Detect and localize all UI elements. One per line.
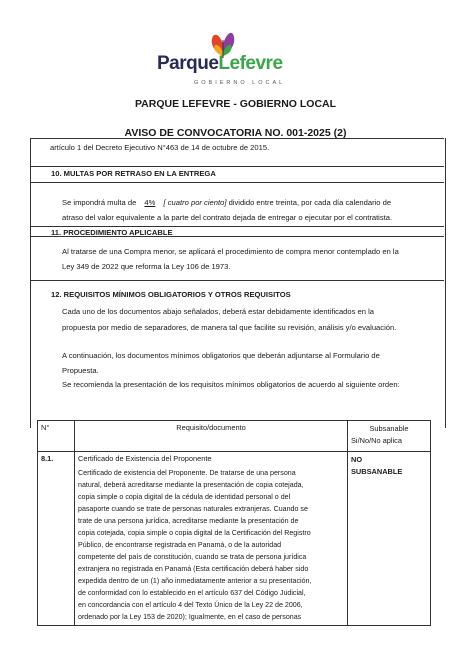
section-12-p1-line-2: propuesta por medio de separadores, de manera tal que facilite su revisión, análisis y/o evaluación. xyxy=(62,323,397,332)
description-line: extranjera no registrada en Panamá (Esta certificación deberá haber sido xyxy=(78,565,309,573)
subsanable-cell xyxy=(348,452,431,626)
divider xyxy=(30,280,444,281)
description-line: copia cotejada, copia simple o copia digital de la Certificación del Registro xyxy=(78,529,311,537)
document-title: AVISO DE CONVOCATORIA NO. 001-2025 (2) xyxy=(124,127,347,139)
section-12-p3: Se recomienda la presentación de los requisitos mínimos obligatorios de acuerdo al siguiente orden: xyxy=(62,380,400,389)
description-line: trate de una persona jurídica, acreditarse mediante la presentación de xyxy=(78,517,299,525)
description-line: expedida dentro de un (1) año inmediatamente anterior a su presentación, xyxy=(78,577,312,585)
logo-text-dark: Parque xyxy=(157,53,219,74)
description-line: copia simple o copia digital de la cédula de identidad personal o del xyxy=(78,493,291,501)
table-header-row xyxy=(38,421,431,452)
section-12-p1-line-1: Cada uno de los documentos abajo señalados, deberá estar debidamente identificados en la xyxy=(62,307,374,316)
logo-subtitle: GOBIERNO LOCAL xyxy=(194,80,286,86)
organization-title: PARQUE LEFEVRE - GOBIERNO LOCAL xyxy=(134,98,337,110)
line-prefix: Se impondrá multa de xyxy=(62,198,137,207)
section-12-heading: 12. REQUISITOS MÍNIMOS OBLIGATORIOS Y OTROS REQUISITOS xyxy=(51,290,291,299)
description-line: natural, deberá acreditarse mediante la presentación de copia cotejada, xyxy=(78,481,304,489)
requisito-title: Certificado de Existencia del Proponente xyxy=(78,454,212,463)
header-no: N° xyxy=(38,421,75,452)
section-10-heading: 10. MULTAS POR RETRASO EN LA ENTREGA xyxy=(51,169,216,178)
section-11-line-1: Al tratarse de una Compra menor, se aplicará el procedimiento de compra menor contemplado en la xyxy=(62,247,399,256)
divider xyxy=(30,182,444,183)
description-line: pasaporte cuando se trate de personas naturales extranjeras. Cuando se xyxy=(78,505,308,513)
requisito-cell xyxy=(75,452,348,626)
description-line: ordenado por la Ley 153 de 2020); Igualmente, en el caso de personas xyxy=(78,613,302,621)
top-fragment: artículo 1 del Decreto Ejecutivo N°463 de 14 de octubre de 2015. xyxy=(50,143,270,152)
description-line: en concordancia con el artículo 4 del Texto Único de la Ley 22 de 2006, xyxy=(78,601,303,609)
line-suffix: dividido entre treinta, por cada día calendario de xyxy=(228,198,392,207)
description-line: de conformidad con lo establecido en el artículo 637 del Código Judicial, xyxy=(78,589,306,597)
section-11-heading: 11. PROCEDIMIENTO APLICABLE xyxy=(51,228,173,237)
logo-text-green: Lefevre xyxy=(218,53,283,74)
section-11-line-2: Ley 349 de 2022 que reforma la Ley 106 de 1973. xyxy=(62,262,231,271)
divider xyxy=(30,226,444,227)
subsanable-value-line-2: SUBSANABLE xyxy=(351,467,403,476)
table-row xyxy=(38,452,431,626)
requirements-table xyxy=(37,420,431,626)
section-10-line-2: atraso del valor equivalente a la parte del contrato dejada de entregar o ejecutar por el contratista. xyxy=(62,213,393,222)
description-line: Certificado de existencia del Proponente. De tratarse de una persona xyxy=(78,469,296,477)
section-12-p2-line-1: A continuación, los documentos mínimos obligatorios que deberán adjuntarse al Formulario de xyxy=(62,351,380,360)
multa-percent: 4% xyxy=(144,198,156,207)
section-12-p2-line-2: Propuesta. xyxy=(62,366,99,375)
section-10-line-1 xyxy=(62,196,391,209)
header-subsanable-line-1: Subsanable xyxy=(369,424,409,433)
requisito-description xyxy=(78,467,344,623)
description-line: Público, de encontrarse registrada en Panamá, o de la autoridad xyxy=(78,541,282,549)
header-subsanable xyxy=(348,421,431,452)
header-subsanable-line-2: Si/No/No aplica xyxy=(351,436,402,445)
divider xyxy=(30,138,444,139)
header-requisito: Requisito/documento xyxy=(75,421,348,452)
row-number: 8.1. xyxy=(38,452,75,626)
multa-percent-words: [ cuatro por ciento] xyxy=(163,198,227,207)
subsanable-value-line-1: NO xyxy=(351,455,363,464)
description-line: competente del país de constitución, cuando se trata de persona jurídica xyxy=(78,553,307,561)
logo-wordmark xyxy=(157,53,283,75)
divider xyxy=(30,166,444,167)
